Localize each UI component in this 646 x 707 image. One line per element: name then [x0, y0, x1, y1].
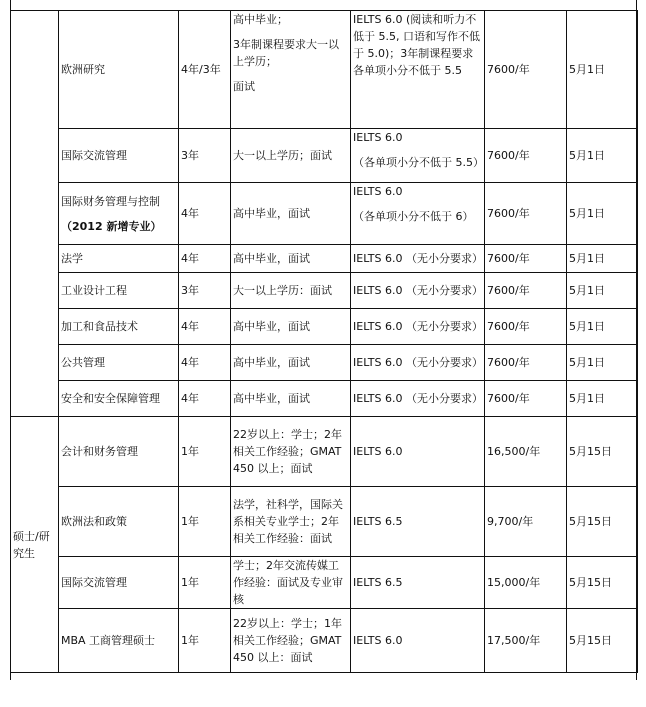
- table-row: [11, 11, 638, 129]
- requirement-cell: 法学，社科学，国际关系相关专业学士；2年相关工作经验：面试: [231, 487, 351, 557]
- deadline-cell: 5月1日: [567, 381, 638, 417]
- years-cell: 1年: [179, 609, 231, 673]
- fee-cell: 7600/年: [485, 245, 567, 273]
- years-cell: 4年: [179, 245, 231, 273]
- table-row: [11, 417, 638, 487]
- requirement-line: 面试: [233, 80, 255, 93]
- program-cell: MBA 工商管理硕士: [59, 609, 179, 673]
- deadline-cell: 5月1日: [567, 11, 638, 129]
- requirement-cell: 高中毕业，面试: [231, 345, 351, 381]
- program-cell: 欧洲法和政策: [59, 487, 179, 557]
- level-cell-bachelor: [11, 11, 59, 417]
- language-cell: IELTS 6.0 (阅读和听力不低于 5.5, 口语和写作不低于 5.0)；3年制课程要求各单项小分不低于 5.5: [351, 11, 485, 129]
- requirement-cell: 高中毕业，面试: [231, 309, 351, 345]
- fee-cell: 17,500/年: [485, 609, 567, 673]
- program-cell: 安全和安全保障管理: [59, 381, 179, 417]
- program-cell: 国际交流管理: [59, 129, 179, 183]
- requirement-line: 高中毕业；: [233, 13, 288, 26]
- fee-cell: 7600/年: [485, 183, 567, 245]
- language-cell: IELTS 6.5: [351, 487, 485, 557]
- years-cell: 4年: [179, 381, 231, 417]
- requirement-cell: [231, 11, 351, 129]
- fee-cell: 7600/年: [485, 309, 567, 345]
- requirement-cell: 22岁以上：学士；2年相关工作经验；GMAT 450 以上；面试: [231, 417, 351, 487]
- requirement-cell: 高中毕业，面试: [231, 381, 351, 417]
- language-line: IELTS 6.0: [353, 185, 403, 198]
- program-note: （2012 新增专业）: [61, 219, 162, 233]
- table-row: [11, 381, 638, 417]
- program-cell: 国际交流管理: [59, 557, 179, 609]
- program-cell: [59, 183, 179, 245]
- level-cell-master: 硕士/研究生: [11, 417, 59, 673]
- table-row: [11, 273, 638, 309]
- deadline-cell: 5月15日: [567, 487, 638, 557]
- table-row: [11, 245, 638, 273]
- table-row: [11, 129, 638, 183]
- requirement-cell: 大一以上学历；面试: [231, 129, 351, 183]
- program-cell: 欧洲研究: [59, 11, 179, 129]
- deadline-cell: 5月15日: [567, 417, 638, 487]
- fee-cell: 15,000/年: [485, 557, 567, 609]
- language-cell: IELTS 6.0 （无小分要求）: [351, 381, 485, 417]
- language-line: （各单项小分不低于 6）: [353, 210, 474, 223]
- fee-cell: 7600/年: [485, 273, 567, 309]
- language-cell: IELTS 6.0 （无小分要求）: [351, 245, 485, 273]
- years-cell: 4年: [179, 183, 231, 245]
- language-line: （各单项小分不低于 5.5）: [353, 156, 484, 169]
- language-cell: IELTS 6.0 （无小分要求）: [351, 309, 485, 345]
- years-cell: 1年: [179, 417, 231, 487]
- deadline-cell: 5月1日: [567, 129, 638, 183]
- years-cell: 4年: [179, 309, 231, 345]
- fee-cell: 7600/年: [485, 129, 567, 183]
- language-line: IELTS 6.0: [353, 131, 403, 144]
- language-cell: IELTS 6.0: [351, 609, 485, 673]
- requirement-line: 3年制课程要求大一以上学历；: [233, 38, 339, 68]
- fee-cell: 7600/年: [485, 345, 567, 381]
- requirement-cell: 高中毕业，面试: [231, 183, 351, 245]
- language-cell: IELTS 6.0: [351, 417, 485, 487]
- table-row: [11, 345, 638, 381]
- program-cell: 会计和财务管理: [59, 417, 179, 487]
- years-cell: 3年: [179, 273, 231, 309]
- years-cell: 1年: [179, 557, 231, 609]
- language-cell: IELTS 6.0 （无小分要求）: [351, 273, 485, 309]
- years-cell: 4年: [179, 345, 231, 381]
- fee-cell: 9,700/年: [485, 487, 567, 557]
- program-cell: 加工和食品技术: [59, 309, 179, 345]
- requirement-cell: 大一以上学历：面试: [231, 273, 351, 309]
- deadline-cell: 5月1日: [567, 183, 638, 245]
- deadline-cell: 5月1日: [567, 345, 638, 381]
- requirement-cell: 22岁以上：学士；1年相关工作经验；GMAT 450 以上：面试: [231, 609, 351, 673]
- table-row: [11, 309, 638, 345]
- deadline-cell: 5月1日: [567, 309, 638, 345]
- deadline-cell: 5月15日: [567, 609, 638, 673]
- language-cell: IELTS 6.5: [351, 557, 485, 609]
- years-cell: 3年: [179, 129, 231, 183]
- program-cell: 公共管理: [59, 345, 179, 381]
- fee-cell: 16,500/年: [485, 417, 567, 487]
- table-row: [11, 557, 638, 609]
- fee-cell: 7600/年: [485, 381, 567, 417]
- language-cell: [351, 129, 485, 183]
- table-row: [11, 609, 638, 673]
- admission-table: [10, 10, 638, 673]
- fee-cell: 7600/年: [485, 11, 567, 129]
- years-cell: 1年: [179, 487, 231, 557]
- years-cell: 4年/3年: [179, 11, 231, 129]
- requirement-cell: 高中毕业，面试: [231, 245, 351, 273]
- table-row: [11, 183, 638, 245]
- deadline-cell: 5月1日: [567, 273, 638, 309]
- program-name: 国际财务管理与控制: [61, 194, 160, 208]
- deadline-cell: 5月1日: [567, 245, 638, 273]
- deadline-cell: 5月15日: [567, 557, 638, 609]
- requirement-cell: 学士；2年交流传媒工作经验：面试及专业审核: [231, 557, 351, 609]
- language-cell: IELTS 6.0 （无小分要求）: [351, 345, 485, 381]
- program-cell: 工业设计工程: [59, 273, 179, 309]
- program-cell: 法学: [59, 245, 179, 273]
- language-cell: [351, 183, 485, 245]
- table-row: [11, 487, 638, 557]
